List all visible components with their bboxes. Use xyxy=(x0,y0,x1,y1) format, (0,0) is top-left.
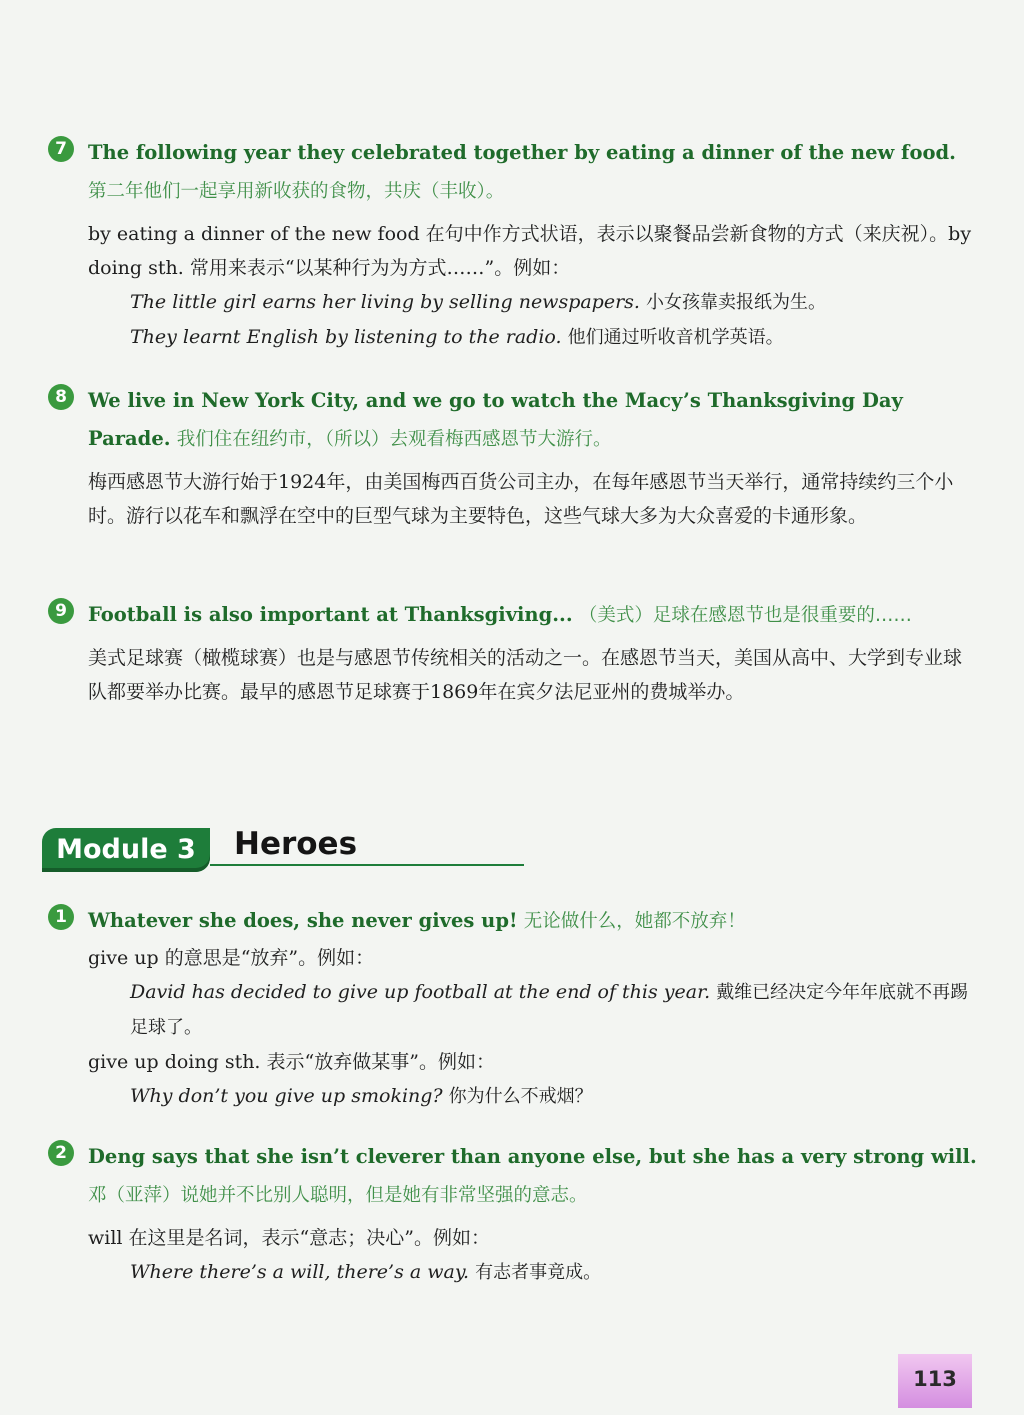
explanation-text: will 在这里是名词，表示“意志；决心”。例如： xyxy=(88,1227,490,1249)
heading-chinese: 我们住在纽约市，（所以）去观看梅西感恩节大游行。 xyxy=(176,429,612,450)
explanation-text: by eating a dinner of the new food 在句中作方式状语，表示以聚餐品尝新食物的方式（来庆祝）。by doing sth. 常用来表示“以某种行为为方式……”。例如： xyxy=(88,223,972,279)
item-heading xyxy=(88,134,978,211)
module-label: Module 3 xyxy=(42,828,210,872)
note-item-8 xyxy=(48,382,978,533)
item-heading xyxy=(88,596,978,635)
item-number-badge: 2 xyxy=(48,1140,74,1166)
example-english: Where there’s a will, there’s a way. xyxy=(130,1261,470,1283)
page-number: 113 xyxy=(898,1354,972,1408)
example-chinese: 戴维已经决定今年年底就不再踢足球了。 xyxy=(130,982,969,1038)
item-heading xyxy=(88,1138,978,1215)
module-note-item-1 xyxy=(48,902,978,1114)
note-item-9 xyxy=(48,596,978,709)
example-sentence xyxy=(130,975,978,1045)
item-heading xyxy=(88,902,978,941)
example-chinese: 你为什么不戒烟？ xyxy=(448,1086,593,1107)
heading-english: Deng says that she isn’t cleverer than anyone else, but she has a very strong will. xyxy=(88,1145,977,1168)
heading-chinese: 第二年他们一起享用新收获的食物，共庆（丰收）。 xyxy=(88,181,505,202)
module-title: Heroes xyxy=(234,826,358,862)
example-chinese: 有志者事竟成。 xyxy=(475,1262,602,1283)
heading-chinese: （美式）足球在感恩节也是很重要的…… xyxy=(578,605,912,626)
heading-chinese: 无论做什么，她都不放弃！ xyxy=(523,911,746,932)
item-number-badge: 7 xyxy=(48,136,74,162)
example-chinese: 他们通过听收音机学英语。 xyxy=(567,327,784,348)
heading-english: Whatever she does, she never gives up! xyxy=(88,909,518,932)
example-english: David has decided to give up football at the end of this year. xyxy=(130,981,711,1003)
item-number-badge: 8 xyxy=(48,384,74,410)
heading-chinese: 邓（亚萍）说她并不比别人聪明，但是她有非常坚强的意志。 xyxy=(88,1185,588,1206)
example-sentence xyxy=(130,285,978,320)
module-note-item-2 xyxy=(48,1138,978,1290)
note-item-7 xyxy=(48,134,978,355)
heading-english: Football is also important at Thanksgiving... xyxy=(88,603,573,626)
example-sentence xyxy=(130,320,978,355)
example-english: Why don’t you give up smoking? xyxy=(130,1085,443,1107)
heading-english: The following year they celebrated together by eating a dinner of the new food. xyxy=(88,141,956,164)
item-heading xyxy=(88,382,978,459)
explanation-text: give up doing sth. 表示“放弃做某事”。例如： xyxy=(88,1051,495,1073)
heading-english: We live in New York City, and we go to watch the Macy’s Thanksgiving Day Parade. xyxy=(88,389,903,450)
explanation-text: 梅西感恩节大游行始于1924年，由美国梅西百货公司主办，在每年感恩节当天举行，通常持续约三个小时。游行以花车和飘浮在空中的巨型气球为主要特色，这些气球大多为大众喜爱的卡通形象。 xyxy=(88,471,954,527)
explanation-text: 美式足球赛（橄榄球赛）也是与感恩节传统相关的活动之一。在感恩节当天，美国从高中、大学到专业球队都要举办比赛。最早的感恩节足球赛于1869年在宾夕法尼亚州的费城举办。 xyxy=(88,647,963,703)
item-number-badge: 9 xyxy=(48,598,74,624)
example-sentence xyxy=(130,1255,978,1290)
example-chinese: 小女孩靠卖报纸为生。 xyxy=(646,292,827,313)
item-number-badge: 1 xyxy=(48,904,74,930)
example-english: The little girl earns her living by selling newspapers. xyxy=(130,291,640,313)
example-sentence xyxy=(130,1079,978,1114)
explanation-text: give up 的意思是“放弃”。例如： xyxy=(88,947,375,969)
example-english: They learnt English by listening to the radio. xyxy=(130,326,562,348)
module-underline xyxy=(210,864,524,866)
